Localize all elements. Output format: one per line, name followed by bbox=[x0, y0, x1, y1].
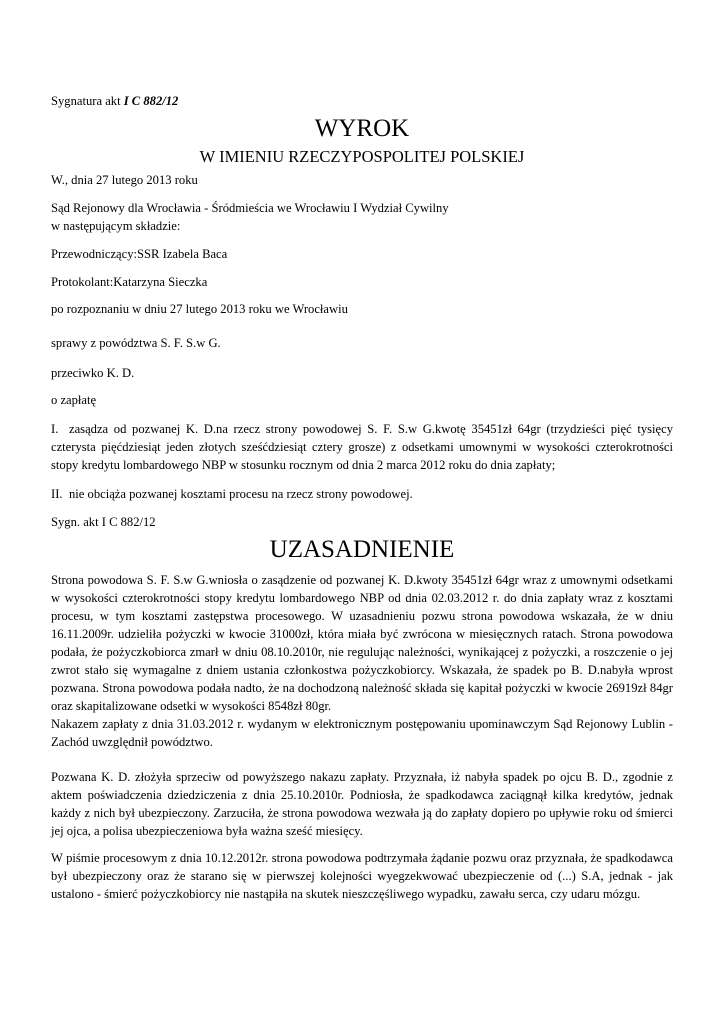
judgment-subtitle: W IMIENIU RZECZYPOSPOLITEJ POLSKIEJ bbox=[199, 147, 525, 166]
case-signature bbox=[51, 92, 673, 110]
ruling-point-2-text: nie obciąża pozwanej kosztami procesu na rzecz strony powodowej. bbox=[69, 487, 413, 501]
justification-paragraph-2: Nakazem zapłaty z dnia 31.03.2012 r. wydanym w elektronicznym postępowaniu upominawczym Sąd Rejonowy Lublin - Zachód uwzględnił powództwo. bbox=[51, 717, 673, 749]
ruling-point-2 bbox=[51, 485, 673, 503]
ruling-point-1-text: zasądza od pozwanej K. D.na rzecz strony powodowej S. F. S.w G.kwotę 35451zł 64gr (trzydzieści pięć tysięcy czterysta pięćdziesiąt jeden złotych sześćdziesiąt cztery grosze) z odsetkami umownymi w wysokości czterokrotności stopy kredytu lombardowego NBP w stosunku rocznym od dnia 2 marca 2012 roku do dnia zapłaty; bbox=[51, 422, 673, 472]
ruling-point-1-number: I. bbox=[51, 422, 59, 436]
justification-signature: Sygn. akt I C 882/12 bbox=[51, 515, 156, 529]
case-plaintiff: sprawy z powództwa S. F. S.w G. bbox=[51, 336, 221, 350]
case-defendant: przeciwko K. D. bbox=[51, 366, 135, 380]
place-date: W., dnia 27 lutego 2013 roku bbox=[51, 173, 198, 187]
hearing-info: po rozpoznaniu w dniu 27 lutego 2013 roku we Wrocławiu bbox=[51, 302, 348, 316]
ruling-point-2-number: II. bbox=[51, 487, 63, 501]
justification-paragraph-4: W piśmie procesowym z dnia 10.12.2012r. strona powodowa podtrzymała żądanie pozwu oraz przyznała, że spadkodawca był ubezpieczony oraz że starano się w pierwszej kolejności wyegzekwować ubezpieczenie od (...) S.A, jednak - jak ustalono - śmierć pożyczkobiorcy nie nastąpiła na skutek nieszczęśliwego wypadku, zawału serca, czy udaru mózgu. bbox=[51, 851, 673, 901]
justification-title: UZASADNIENIE bbox=[269, 536, 455, 563]
case-signature-prefix: Sygnatura akt bbox=[51, 94, 124, 108]
court-composition-intro: w następującym składzie: bbox=[51, 219, 181, 233]
justification-paragraph-3: Pozwana K. D. złożyła sprzeciw od powyższego nakazu zapłaty. Przyznała, iż nabyła spadek po ojcu B. D., zgodnie z aktem poświadczenia dziedziczenia z dnia 25.10.2010r. Podniosła, że spadkodawca zaciągnął kilka kredytów, jednak każdy z nich był ubezpieczony. Zarzuciła, że strona powodowa wezwała ją do zapłaty dopiero po upływie roku od śmierci jej ojca, a polisa ubezpieczeniowa była ważna sześć miesięcy. bbox=[51, 770, 673, 838]
presiding-judge: Przewodniczący:SSR Izabela Baca bbox=[51, 247, 228, 261]
court-composition bbox=[51, 199, 673, 235]
court-name: Sąd Rejonowy dla Wrocławia - Śródmieścia we Wrocławiu I Wydział Cywilny bbox=[51, 201, 449, 215]
justification-paragraph-1: Strona powodowa S. F. S.w G.wniosła o zasądzenie od pozwanej K. D.kwoty 35451zł 64gr wraz z umownymi odsetkami w wysokości czterokrotności stopy kredytu lombardowego NBP od dnia 02.03.2012 r. do dnia zapłaty wraz z kosztami procesu, w tym kosztami zastępstwa procesowego. W uzasadnieniu pozwu strona powodowa wskazała, że w dniu 16.11.2009r. udzieliła pożyczki w kwocie 31000zł, która miała być zwrócona w miesięcznych ratach. Strona powodowa podała, że pożyczkobiorca zmarł w dniu 08.10.2010r, nie regulując należności, wynikającej z pożyczki, a roszczenie o jej zwrot stało się wymagalne z dniem ustania członkostwa pożyczkobiorcy. Wskazała, że spadek po B. D.nabyła wprost pozwana. Strona powodowa podała nadto, że na dochodzoną należność składa się kapitał pożyczki w kwocie 26919zł 84gr oraz skapitalizowane odsetki w wysokości 8548zł 80gr. bbox=[51, 573, 673, 713]
judgment-title: WYROK bbox=[314, 115, 410, 142]
case-signature-number: I C 882/12 bbox=[123, 94, 179, 108]
case-subject: o zapłatę bbox=[51, 393, 97, 407]
court-clerk: Protokolant:Katarzyna Sieczka bbox=[51, 275, 208, 289]
ruling-point-1 bbox=[51, 420, 673, 474]
